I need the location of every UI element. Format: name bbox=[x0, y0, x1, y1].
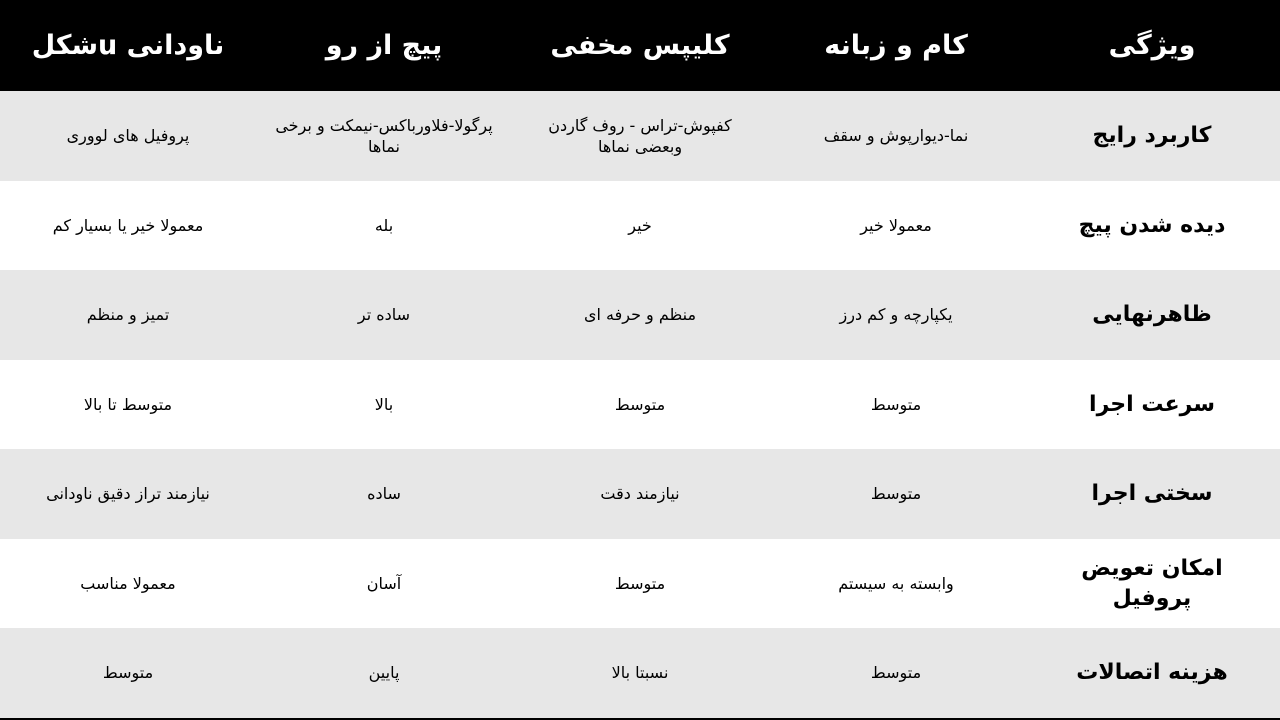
table-cell: متوسط bbox=[614, 573, 666, 593]
table-cell: نسبتا بالا bbox=[611, 663, 669, 683]
row-feature-label: سرعت اجرا bbox=[1089, 391, 1215, 417]
row-feature-label: دیده شدن پیچ bbox=[1078, 212, 1226, 238]
table-header-row bbox=[0, 0, 1280, 91]
table-row bbox=[0, 181, 1280, 271]
table-cell: خیر bbox=[628, 215, 652, 235]
table-cell: معمولا خیر bbox=[860, 215, 932, 235]
table-row bbox=[0, 539, 1280, 629]
table-cell: پرگولا-فلاورباکس-نیمکت و برخی نماها bbox=[275, 115, 493, 157]
table-cell: متوسط bbox=[102, 663, 154, 683]
table-row bbox=[0, 270, 1280, 360]
table-cell: ساده bbox=[367, 484, 401, 504]
table-row bbox=[0, 449, 1280, 539]
table-row bbox=[0, 91, 1280, 181]
header-face-screw: پیچ از رو bbox=[325, 29, 443, 61]
table-cell: بالا bbox=[374, 394, 394, 414]
row-feature-label: امکان تعویض پروفیل bbox=[1081, 556, 1223, 611]
table-cell: متوسط bbox=[870, 484, 922, 504]
header-tongue-groove: کام و زبانه bbox=[824, 29, 968, 61]
table-cell: معمولا خیر یا بسیار کم bbox=[52, 215, 204, 235]
table-cell: متوسط تا بالا bbox=[83, 394, 173, 414]
header-feature: ویژگی bbox=[1108, 29, 1196, 61]
table-cell: یکپارچه و کم درز bbox=[839, 305, 953, 325]
header-hidden-clip: کلیپس مخفی bbox=[550, 29, 730, 61]
header-u-channel: ناودانی uشکل bbox=[31, 29, 225, 61]
table-cell: متوسط bbox=[870, 394, 922, 414]
table-cell: تمیز و منظم bbox=[86, 305, 170, 325]
table-cell: نما-دیوارپوش و سقف bbox=[823, 126, 969, 146]
table-cell: ساده تر bbox=[357, 305, 411, 325]
table-cell: نیازمند تراز دقیق ناودانی bbox=[46, 484, 210, 504]
row-feature-label: هزینه اتصالات bbox=[1076, 660, 1228, 686]
table-cell: پروفیل های لووری bbox=[66, 126, 190, 146]
table-cell: منظم و حرفه ای bbox=[583, 305, 697, 325]
table-row bbox=[0, 360, 1280, 450]
row-feature-label: ظاهرنهایی bbox=[1092, 302, 1212, 328]
table-cell: کفپوش-تراس - روف گاردن وبعضی نماها bbox=[548, 115, 732, 157]
row-feature-label: کاربرد رایج bbox=[1092, 123, 1212, 149]
row-feature-label: سختی اجرا bbox=[1091, 481, 1213, 507]
table-cell: متوسط bbox=[870, 663, 922, 683]
table-cell: نیازمند دقت bbox=[600, 484, 680, 504]
table-cell: متوسط bbox=[614, 394, 666, 414]
table-cell: پایین bbox=[368, 663, 400, 683]
table-cell: بله bbox=[374, 215, 394, 235]
table-cell: وابسته به سیستم bbox=[838, 573, 954, 593]
table-cell: معمولا مناسب bbox=[80, 573, 176, 593]
table-row bbox=[0, 628, 1280, 718]
table-cell: آسان bbox=[366, 573, 402, 593]
